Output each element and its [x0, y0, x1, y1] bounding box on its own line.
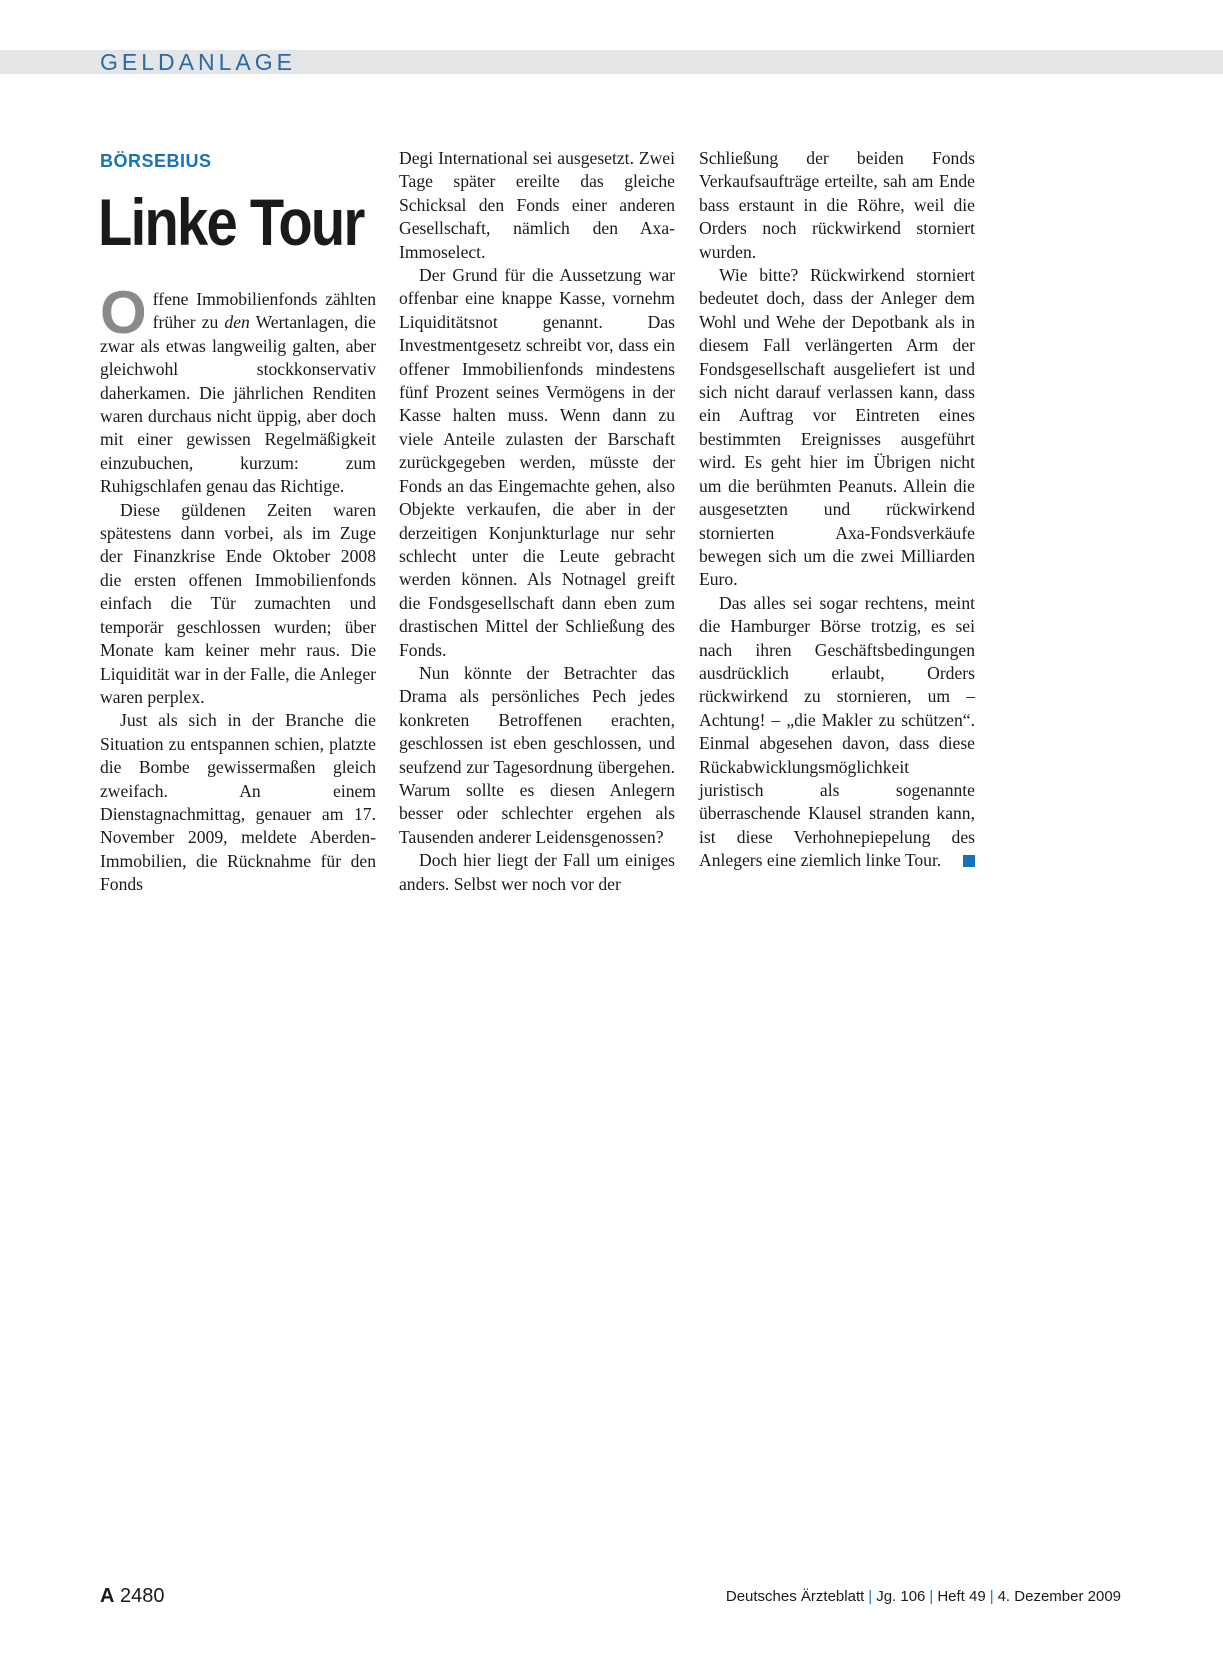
- paragraph: [100, 279, 376, 499]
- paragraph: Der Grund für die Aussetzung war offenbar eine knappe Kasse, vornehm Liquiditätsnot genannt. Das Investmentgesetz schreibt vor, dass ein offener Immobilienfonds mindestens fünf Prozent seines Vermögens in der Kasse halten muss. Wenn dann zu viele Anteile zulasten der Barschaft zurückgegeben werden, müsste der Fonds an das Eingemachte gehen, also Objekte verkaufen, die aber in der derzeitigen Konjunkturlage nur sehr schlecht unter die Leute gebracht werden können. Als Notnagel greift die Fondsgesellschaft dann eben zum drastischen Mittel der Schließung des Fonds.: [399, 265, 675, 660]
- paragraph: Schließung der beiden Fonds Verkaufsaufträge erteilte, sah am Ende bass erstaunt in die Röhre, weil die Orders noch rückwirkend storniert wurden.: [699, 148, 975, 262]
- section-label: GELDANLAGE: [100, 49, 296, 75]
- paragraph-text: Das alles sei sogar rechtens, meint die Hamburger Börse trotzig, es sei nach ihren Geschäftsbedingungen ausdrücklich erlaubt, Orders rückwirkend zu stornieren, um – Achtung! – „die Makler zu schützen“. Einmal abgesehen davon, dass diese Rückabwicklungsmöglichkeit juristisch als sogenannte überraschende Klausel stranden kann, ist diese Verhohnepiepelung des Anlegers eine ziemlich linke Tour.: [699, 592, 975, 871]
- paragraph: Just als sich in der Branche die Situation zu entspannen schien, platzte die Bombe gewissermaßen gleich zweifach. An einem Dienstagnachmittag, genauer am 17. November 2009, meldete Aberden-Immobilien, die Rücknahme für den Fonds: [100, 710, 376, 895]
- paragraph: Diese güldenen Zeiten waren spätestens dann vorbei, als im Zuge der Finanzkrise Ende Oktober 2008 die ersten offenen Immobilienfonds einfach die Tür zumachten und temporär geschlossen wurden; über Monate kam keiner mehr raus. Die Liquidität war in der Falle, die Anleger waren perplex.: [100, 499, 376, 707]
- separator-icon: |: [868, 1588, 873, 1605]
- page-number-value: 2480: [120, 1585, 165, 1607]
- paragraph: Degi International sei ausgesetzt. Zwei Tage später ereilte das gleiche Schicksal den Fonds einer anderen Gesellschaft, nämlich den Axa-Immoselect.: [399, 148, 675, 262]
- article-column-2: [399, 147, 675, 896]
- paragraph-text: ffene Immobilienfonds zählten früher zu: [152, 289, 376, 333]
- article-kicker: BÖRSEBIUS: [100, 151, 212, 171]
- journal-date: 4. Dezember 2009: [997, 1588, 1121, 1605]
- article-column-3: [699, 147, 975, 873]
- separator-icon: |: [929, 1588, 934, 1605]
- journal-name: Deutsches Ärzteblatt: [725, 1588, 865, 1605]
- article-title: Linke Tour: [98, 185, 364, 259]
- journal-issue: Heft 49: [937, 1588, 986, 1605]
- page-prefix: A: [100, 1585, 115, 1607]
- paragraph: Wie bitte? Rückwirkend storniert bedeutet doch, dass der Anleger dem Wohl und Wehe der Depotbank als in diesem Fall verlängerten Arm der Fondsgesellschaft ausgeliefert ist und sich nicht darauf verlassen kann, dass ein Auftrag vor Eintreten eines bestimmten Ereignisses ausgeführt wird. Es geht hier im Übrigen nicht um die berühmten Peanuts. Allein die ausgesetzten und rückwirkend stornierten Axa-Fondsverkäufe bewegen sich um die zwei Milliarden Euro.: [699, 265, 975, 590]
- journal-volume: Jg. 106: [876, 1588, 926, 1605]
- publication-info: [726, 1588, 1121, 1605]
- paragraph: Nun könnte der Betrachter das Drama als persönliches Pech jedes konkreten Betroffenen erachten, geschlossen ist eben geschlossen, und seufzend zur Tagesordnung übergehen. Warum sollte es diesen Anlegern besser oder schlechter ergehen als Tausenden anderer Leidensgenossen?: [399, 662, 675, 847]
- drop-cap: O: [100, 279, 147, 346]
- end-of-article-icon: [963, 855, 975, 867]
- paragraph: [699, 592, 975, 873]
- paragraph-text: Wertanlagen, die zwar als etwas langweilig galten, aber gleichwohl stockkonservativ daherkamen. Die jährlichen Renditen waren durchaus nicht üppig, aber doch mit einer gewissen Regelmäßigkeit einzubuchen, kurzum: zum Ruhigschlafen genau das Richtige.: [100, 312, 376, 497]
- page-number: [100, 1585, 165, 1608]
- article-column-1: [100, 279, 376, 897]
- paragraph: Doch hier liegt der Fall um einiges anders. Selbst wer noch vor der: [399, 850, 675, 894]
- separator-icon: |: [989, 1588, 994, 1605]
- emphasis-text: den: [224, 312, 250, 333]
